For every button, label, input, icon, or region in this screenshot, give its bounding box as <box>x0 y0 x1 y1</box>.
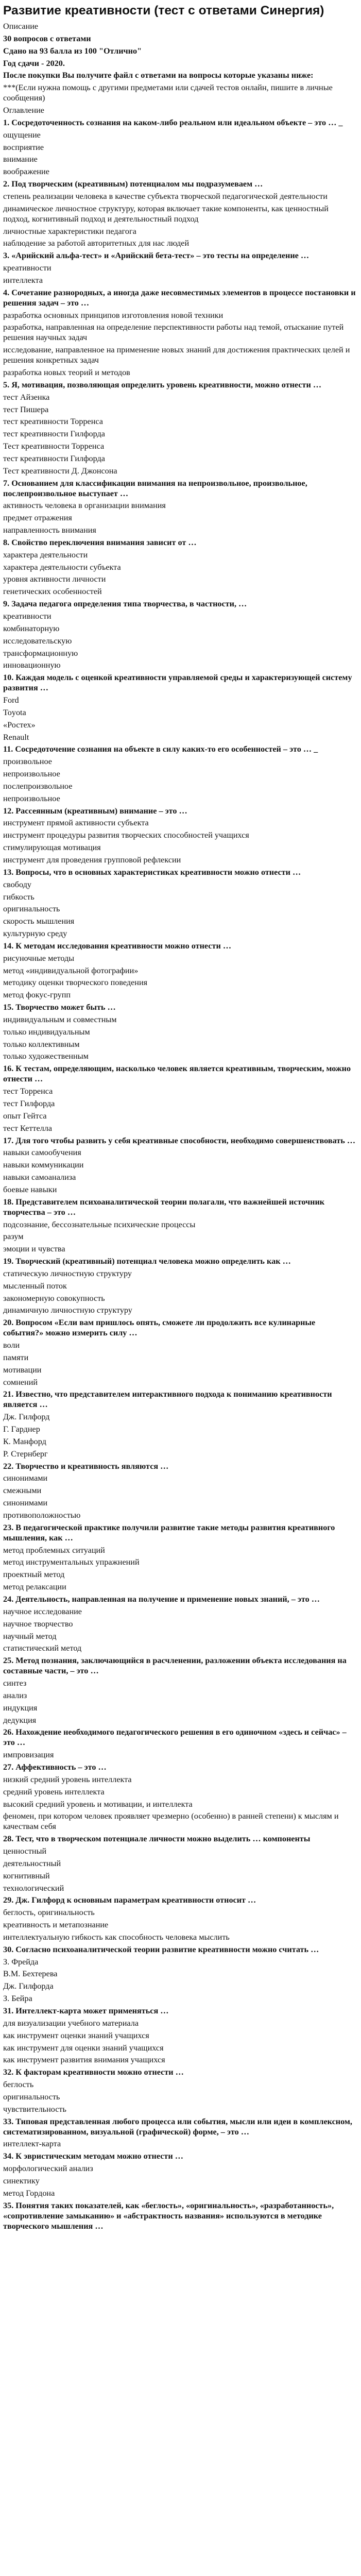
answer-option: разум <box>3 1232 24 1242</box>
document-header <box>3 22 356 116</box>
answer-option: памяти <box>3 1352 29 1362</box>
answer-option: воли <box>3 1341 20 1350</box>
answer-option: З. Фрейда <box>3 1957 39 1967</box>
answer-option: статическую личностную структуру <box>3 1268 132 1278</box>
answer-option: разработка новых теорий и методов <box>3 368 130 378</box>
question-text: 28. Тест, что в творческом потенциале личности можно выделить … компоненты <box>3 1834 311 1844</box>
question-text: 34. К эвристическим методам можно отнести … <box>3 2151 183 2161</box>
answer-option: Toyota <box>3 707 26 717</box>
question-text: 12. Рассеянным (креативным) внимание – это … <box>3 806 187 816</box>
answer-option: креативности <box>3 263 51 273</box>
question-text: 13. Вопросы, что в основных характеристиках креативности можно отнести … <box>3 867 301 877</box>
answer-option: послепроизвольное <box>3 781 73 791</box>
answer-option: тест Айзенка <box>3 392 50 402</box>
header-line: ***(Если нужна помощь с другими предметами или сдачей тестов онлайн, пишите в личные сообщения) <box>3 83 333 103</box>
answer-option: личностные характеристики педагога <box>3 226 136 236</box>
answer-option: для визуализации учебного материала <box>3 2018 139 2028</box>
answer-option: свободу <box>3 879 32 889</box>
question-text: 17. Для того чтобы развить у себя креативные способности, необходимо совершенствовать … <box>3 1136 356 1145</box>
answer-option: синектику <box>3 2176 40 2185</box>
answer-option: комбинаторную <box>3 623 60 633</box>
answer-option: культурную среду <box>3 929 67 939</box>
answer-option: динамичную личностную структуру <box>3 1306 132 1315</box>
answer-option: непроизвольное <box>3 793 60 803</box>
answer-option: анализ <box>3 1690 27 1700</box>
answer-option: индукция <box>3 1703 38 1713</box>
question-text: 20. Вопросом «Если вам пришлось опять, сможете ли продолжить все кулинарные события?» можно измерить силу … <box>3 1318 316 1338</box>
answer-option: как инструмент для оценки знаний учащихся <box>3 2043 164 2053</box>
answer-option: непроизвольное <box>3 769 60 779</box>
answer-option: дедукция <box>3 1715 37 1725</box>
question-list <box>3 118 356 2232</box>
answer-option: метод проблемных ситуаций <box>3 1545 105 1555</box>
page-title: Развитие креативности (тест с ответами Синергия) <box>3 4 324 18</box>
answer-option: Дж. Гилфорд <box>3 1412 50 1422</box>
answer-option: оригинальность <box>3 904 60 914</box>
answer-option: инструмент прямой активности субъекта <box>3 818 149 828</box>
answer-option: рисуночные методы <box>3 953 75 963</box>
answer-option: степень реализации человека в качестве субъекта творческой педагогической деятельности <box>3 191 328 201</box>
answer-option: предмет отражения <box>3 513 72 523</box>
answer-option: тест креативности Гилфорда <box>3 429 105 439</box>
answer-option: внимание <box>3 155 38 164</box>
answer-option: ощущение <box>3 130 41 140</box>
answer-option: метод «индивидуальной фотографии» <box>3 965 139 975</box>
answer-option: низкий средний уровень интеллекта <box>3 1774 132 1784</box>
answer-option: сомнений <box>3 1377 38 1387</box>
answer-option: деятельностный <box>3 1858 61 1868</box>
answer-option: беглость <box>3 2080 34 2090</box>
answer-option: Дж. Гилфорда <box>3 1981 54 1991</box>
question-text: 25. Метод познания, заключающийся в расчленении, разложении объекта исследования на составные части, – это … <box>3 1656 347 1676</box>
answer-option: синтез <box>3 1679 27 1688</box>
answer-option: воображение <box>3 167 49 177</box>
answer-option: только индивидуальным <box>3 1027 90 1037</box>
question-text: 19. Творческий (креативный) потенциал человека можно определить как … <box>3 1257 291 1266</box>
answer-option: только художественным <box>3 1052 89 1061</box>
question-text: 9. Задача педагога определения типа творчества, в частности, … <box>3 599 247 609</box>
question-text: 18. Представителем психоаналитической теории полагали, что важнейшей источник творчества – это … <box>3 1197 325 1217</box>
answer-option: тест креативности Торренса <box>3 417 103 427</box>
answer-option: подсознание, бессознательные психические процессы <box>3 1219 196 1229</box>
answer-option: генетических особенностей <box>3 587 102 597</box>
answer-option: методику оценки творческого поведения <box>3 978 148 988</box>
question-text: 27. Аффективность – это … <box>3 1762 107 1772</box>
question-text: 22. Творчество и креативность являются … <box>3 1461 169 1471</box>
answer-option: навыки самообучения <box>3 1148 81 1158</box>
question-text: 11. Сосредоточение сознания на объекте в силу каких-то его особенностей – это … _ <box>3 744 318 754</box>
answer-option: индивидуальным и совместным <box>3 1014 117 1024</box>
answer-option: боевые навыки <box>3 1184 57 1194</box>
answer-option: синонимами <box>3 1473 48 1483</box>
question-text: 15. Творчество может быть … <box>3 1003 116 1012</box>
answer-option: уровня активности личности <box>3 574 106 584</box>
question-text: 5. Я, мотивация, позволяющая определить уровень креативности, можно отнести … <box>3 380 322 389</box>
answer-option: Р. Стернберг <box>3 1449 48 1459</box>
answer-option: инновационную <box>3 660 61 670</box>
question-text: 7. Основанием для классификации внимания на непроизвольное, произвольное, послепроизвольное выступает … <box>3 478 307 498</box>
answer-option: Ford <box>3 696 19 705</box>
answer-option: научное творчество <box>3 1619 73 1629</box>
question-text: 2. Под творческим (креативным) потенциалом мы подразумеваем … <box>3 179 263 189</box>
answer-option: инструмент процедуры развития творческих способностей учащихся <box>3 831 249 840</box>
question-text: 8. Свойство переключения внимания зависит от … <box>3 537 197 547</box>
answer-option: проектный метод <box>3 1570 65 1580</box>
answer-option: синонимами <box>3 1498 48 1508</box>
question-text: 31. Интеллект-карта может применяться … <box>3 2006 169 2016</box>
answer-option: научный метод <box>3 1631 57 1641</box>
question-text: 4. Сочетание разнородных, а иногда даже несовместимых элементов в процессе постановки и решения задач – это … <box>3 287 356 308</box>
answer-option: характера деятельности <box>3 550 88 560</box>
answer-option: исследование, направленное на применение новых знаний для достижения практических целей и решения конкретных задач <box>3 345 350 365</box>
answer-option: феномен, при котором человек проявляет чрезмерно (особенно) в ранней степени) к мыслям и качествам себя <box>3 1811 339 1832</box>
answer-option: гибкость <box>3 892 35 902</box>
answer-option: интеллектуальную гибкость как способность человека мыслить <box>3 1932 230 1942</box>
answer-option: креативности <box>3 612 51 621</box>
answer-option: Г. Гарднер <box>3 1425 40 1434</box>
answer-option: научное исследование <box>3 1606 82 1616</box>
question-text: 35. Понятия таких показателей, как «беглость», «оригинальность», «разработанность», «сопротивление замыканию» и «абстрактность названия» используются в методике творческого мышления … <box>3 2200 334 2231</box>
answer-option: противоположностью <box>3 1510 81 1520</box>
answer-option: опыт Гейтса <box>3 1111 47 1121</box>
answer-option: восприятие <box>3 142 44 152</box>
question-text: 26. Нахождение необходимого педагогического решения в его одиночном «здесь и сейчас» – это … <box>3 1727 347 1748</box>
answer-option: как инструмент оценки знаний учащихся <box>3 2030 149 2040</box>
answer-option: закономерную совокупность <box>3 1293 105 1303</box>
answer-option: навыки самоанализа <box>3 1173 76 1182</box>
answer-option: инструмент для проведения групповой рефлексии <box>3 855 181 865</box>
answer-option: разработка, направленная на определение перспективности работы над темой, отыскание путей решения научных задач <box>3 323 344 343</box>
answer-option: К. Манфорд <box>3 1436 46 1446</box>
answer-option: З. Бейра <box>3 1994 32 2004</box>
answer-option: как инструмент развития внимания учащихся <box>3 2055 165 2065</box>
question-text: 1. Сосредоточенность сознания на каком-либо реальном или идеальном объекте – это … _ <box>3 117 343 127</box>
answer-option: произвольное <box>3 757 52 767</box>
answer-option: стимулирующая мотивация <box>3 843 101 853</box>
answer-option: чувствительность <box>3 2104 66 2114</box>
answer-option: тест Торренса <box>3 1087 53 1096</box>
answer-option: Renault <box>3 732 29 742</box>
answer-option: метод инструментальных упражнений <box>3 1557 140 1567</box>
question-text: 32. К факторам креативности можно отнести … <box>3 2067 184 2077</box>
answer-option: исследовательскую <box>3 636 72 646</box>
answer-option: высокий средний уровень и мотивации, и интеллекта <box>3 1799 193 1809</box>
header-line: 30 вопросов с ответами <box>3 33 91 43</box>
answer-option: тест Пишера <box>3 404 49 414</box>
header-line: Описание <box>3 22 39 31</box>
answer-option: активность человека в организации внимания <box>3 501 166 511</box>
question-text: 23. В педагогической практике получили развитие такие методы развития креативного мышления, как … <box>3 1522 335 1543</box>
answer-option: характера деятельности субъекта <box>3 562 121 572</box>
answer-option: динамическое личностное структуру, которая включает такие компоненты, как ценностный подход, когнитивный подход и деятельностный подход <box>3 204 329 224</box>
answer-option: только коллективным <box>3 1039 80 1049</box>
question-text: 30. Согласно психоаналитической теории развитие креативности можно считать … <box>3 1944 319 1954</box>
header-line: После покупки Вы получите файл с ответами на вопросы которые указаны ниже: <box>3 71 314 80</box>
answer-option: «Ростех» <box>3 720 36 730</box>
answer-option: метод Гордона <box>3 2188 55 2198</box>
answer-option: скорость мышления <box>3 917 75 926</box>
answer-option: импровизация <box>3 1750 54 1760</box>
question-text: 14. К методам исследования креативности можно отнести … <box>3 941 232 951</box>
answer-option: интеллекта <box>3 275 43 285</box>
answer-option: тест Кеттелла <box>3 1123 53 1133</box>
answer-option: метод релаксации <box>3 1582 66 1592</box>
answer-option: Тест креативности Д. Джонсона <box>3 466 117 476</box>
answer-option: эмоции и чувства <box>3 1244 65 1254</box>
answer-option: мотивации <box>3 1365 42 1375</box>
question-text: 29. Дж. Гилфорд к основным параметрам креативности относит … <box>3 1895 256 1905</box>
answer-option: когнитивный <box>3 1871 50 1880</box>
answer-option: мысленный поток <box>3 1281 67 1291</box>
answer-option: трансформационную <box>3 648 78 658</box>
header-line: Сдано на 93 балла из 100 "Отлично" <box>3 46 142 56</box>
question-text: 16. К тестам, определяющим, насколько человек является креативным, творческим, можно отнести … <box>3 1064 351 1084</box>
answer-option: навыки коммуникации <box>3 1160 84 1170</box>
question-text: 33. Типовая представленная любого процесса или события, мысли или идеи в комплексном, систематизированном, визуальной (графической) форме, – это … <box>3 2116 352 2137</box>
answer-option: направленность внимания <box>3 526 96 535</box>
answer-option: наблюдение за работой авторитетных для нас людей <box>3 239 190 248</box>
question-text: 21. Известно, что представителем интерактивного подхода к пониманию креативности является … <box>3 1389 332 1410</box>
answer-option: оригинальность <box>3 2092 60 2102</box>
answer-option: беглость, оригинальность <box>3 1908 95 1918</box>
answer-option: ценностный <box>3 1846 47 1856</box>
answer-option: тест креативности Гилфорда <box>3 453 105 463</box>
header-line: Оглавление <box>3 106 44 115</box>
answer-option: технологический <box>3 1883 64 1893</box>
answer-option: морфологический анализ <box>3 2164 93 2174</box>
answer-option: средний уровень интеллекта <box>3 1787 105 1797</box>
answer-option: Тест креативности Торренса <box>3 442 105 451</box>
answer-option: интеллект-карта <box>3 2139 61 2149</box>
question-text: 10. Каждая модель с оценкой креативности управляемой среды и характеризующей систему развития … <box>3 673 352 693</box>
answer-option: метод фокус-групп <box>3 990 71 1000</box>
answer-option: тест Гилфорда <box>3 1098 55 1108</box>
question-text: 24. Деятельность, направленная на получение и применение новых знаний, – это … <box>3 1595 320 1604</box>
answer-option: креативность и метапознание <box>3 1920 109 1930</box>
answer-option: разработка основных принципов изготовления новой техники <box>3 310 224 320</box>
answer-option: статистический метод <box>3 1643 82 1653</box>
answer-option: В.М. Бехтерева <box>3 1969 58 1979</box>
header-line: Год сдачи - 2020. <box>3 58 65 68</box>
question-text: 3. «Арийский альфа-тест» и «Арийский бета-тест» – это тесты на определение … <box>3 251 310 261</box>
answer-option: смежными <box>3 1486 42 1496</box>
